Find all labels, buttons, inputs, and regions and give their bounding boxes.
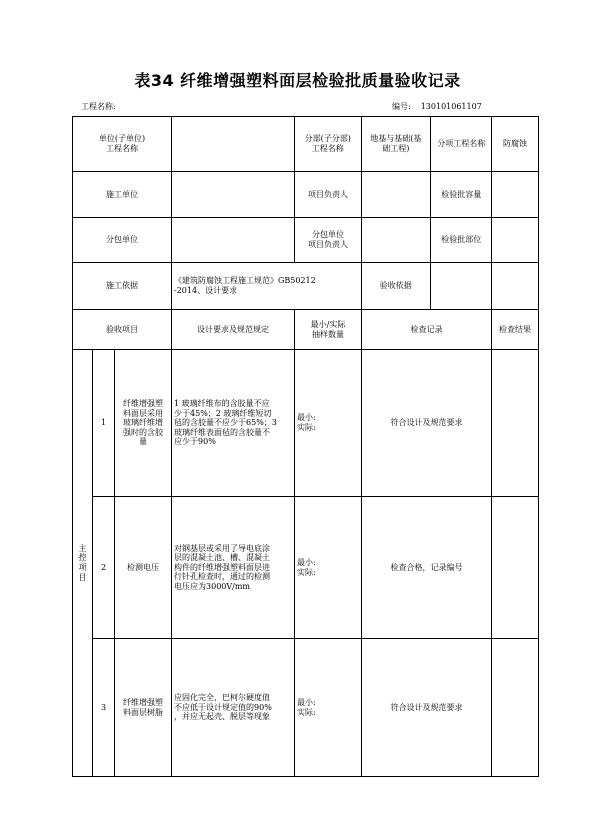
subitem-label: 分项工程名称 [437, 139, 486, 149]
row-requirement: 应固化完全，巴柯尔硬度值 不应低于设计规定值的90% ，并应无起壳、脱层等现象 [172, 639, 295, 777]
batch-location-label: 检验批部位 [441, 235, 482, 245]
project-name-label: 工程名称: [81, 102, 116, 111]
basis-row [73, 263, 539, 310]
division-value: 地基与基础(基 础工程) [362, 117, 430, 171]
unit-label-cell: 单位(子单位) 工程名称 [73, 117, 172, 172]
table-row [73, 497, 539, 639]
division-label-cell: 分部(子分部) 工程名称 [304, 134, 351, 153]
row-result[interactable] [492, 497, 539, 639]
construction-unit-value[interactable] [172, 172, 295, 218]
row-sample[interactable]: 最小: 实际: [295, 639, 362, 777]
row-record: 检查合格，记录编号 [362, 497, 492, 639]
row-sample[interactable]: 最小: 实际: [295, 350, 362, 497]
row-item: 纤维增强塑 料面层采用 玻璃纤维增 强时的含胶 量 [115, 350, 172, 497]
batch-location-value[interactable] [492, 218, 539, 263]
acceptance-basis-cell [362, 263, 492, 310]
row-requirement: 1 玻璃纤维布的含胶量不应 少于45%；2 玻璃纤维短切 毡的含胶量不应少于65%；3 玻璃纤维表面毡的含胶量不 应少于90% [172, 350, 295, 497]
row-number: 1 [93, 350, 115, 497]
row-number: 2 [93, 497, 115, 639]
page-title: 表34 纤维增强塑料面层检验批质量验收记录 [134, 71, 461, 90]
unit-row [73, 117, 539, 172]
construction-unit-label: 施工单位 [73, 172, 172, 218]
main-control-label: 主 控 项 目 [73, 350, 93, 777]
column-header-row [73, 310, 539, 350]
row-record: 符合设计及规范要求 [362, 350, 492, 497]
batch-capacity-label: 检验批容量 [441, 189, 482, 199]
division-subitem-cell [362, 117, 492, 172]
row-result[interactable] [492, 639, 539, 777]
row-number: 3 [93, 639, 115, 777]
col-item: 验收项目 [73, 310, 172, 350]
table-row [73, 639, 539, 777]
col-requirement: 设计要求及规范规定 [172, 310, 295, 350]
row-record: 符合设计及规范要求 [362, 639, 492, 777]
acceptance-record-table [72, 116, 539, 777]
col-result: 检查结果 [492, 310, 539, 350]
subcontract-manager-value[interactable] [362, 218, 430, 262]
subcontract-manager-label: 分包单位 项目负责人 [295, 218, 362, 263]
row-result[interactable] [492, 350, 539, 497]
acceptance-basis-label: 验收依据 [362, 263, 430, 309]
row-item: 纤维增强塑 料面层树脂 [115, 639, 172, 777]
table-row [73, 350, 539, 497]
construction-unit-row [73, 172, 539, 218]
subitem-value: 防腐蚀 [492, 117, 539, 172]
row-item: 检测电压 [115, 497, 172, 639]
subcontract-unit-label: 分包单位 [73, 218, 172, 263]
batch-location-cell [362, 218, 492, 263]
col-record: 检查记录 [362, 310, 492, 350]
subcontract-unit-value[interactable] [172, 218, 295, 263]
unit-value[interactable] [172, 117, 294, 171]
subcontract-row [73, 218, 539, 263]
basis-value: 《建筑防腐蚀工程施工规范》GB50212 -2014、设计要求 [172, 263, 362, 310]
row-requirement: 对钢基层或采用了导电底涂 层的混凝土池、槽、混凝土 构件的纤维增强塑料面层进 行针孔检查时，通过的检测 电压应为3000V/mm [172, 497, 295, 639]
row-sample[interactable]: 最小: 实际: [295, 497, 362, 639]
code-label: 编号: [392, 102, 411, 111]
batch-capacity-value[interactable] [492, 172, 539, 218]
batch-capacity-cell [362, 172, 492, 218]
unit-value-cell[interactable] [172, 117, 362, 172]
project-manager-label: 项目负责人 [295, 172, 362, 218]
project-manager-value[interactable] [362, 172, 430, 217]
basis-label: 施工依据 [73, 263, 172, 310]
col-sample: 最小/实际 抽样数量 [295, 310, 362, 350]
code-value: 130101061107 [420, 102, 482, 111]
code-field [392, 101, 482, 112]
